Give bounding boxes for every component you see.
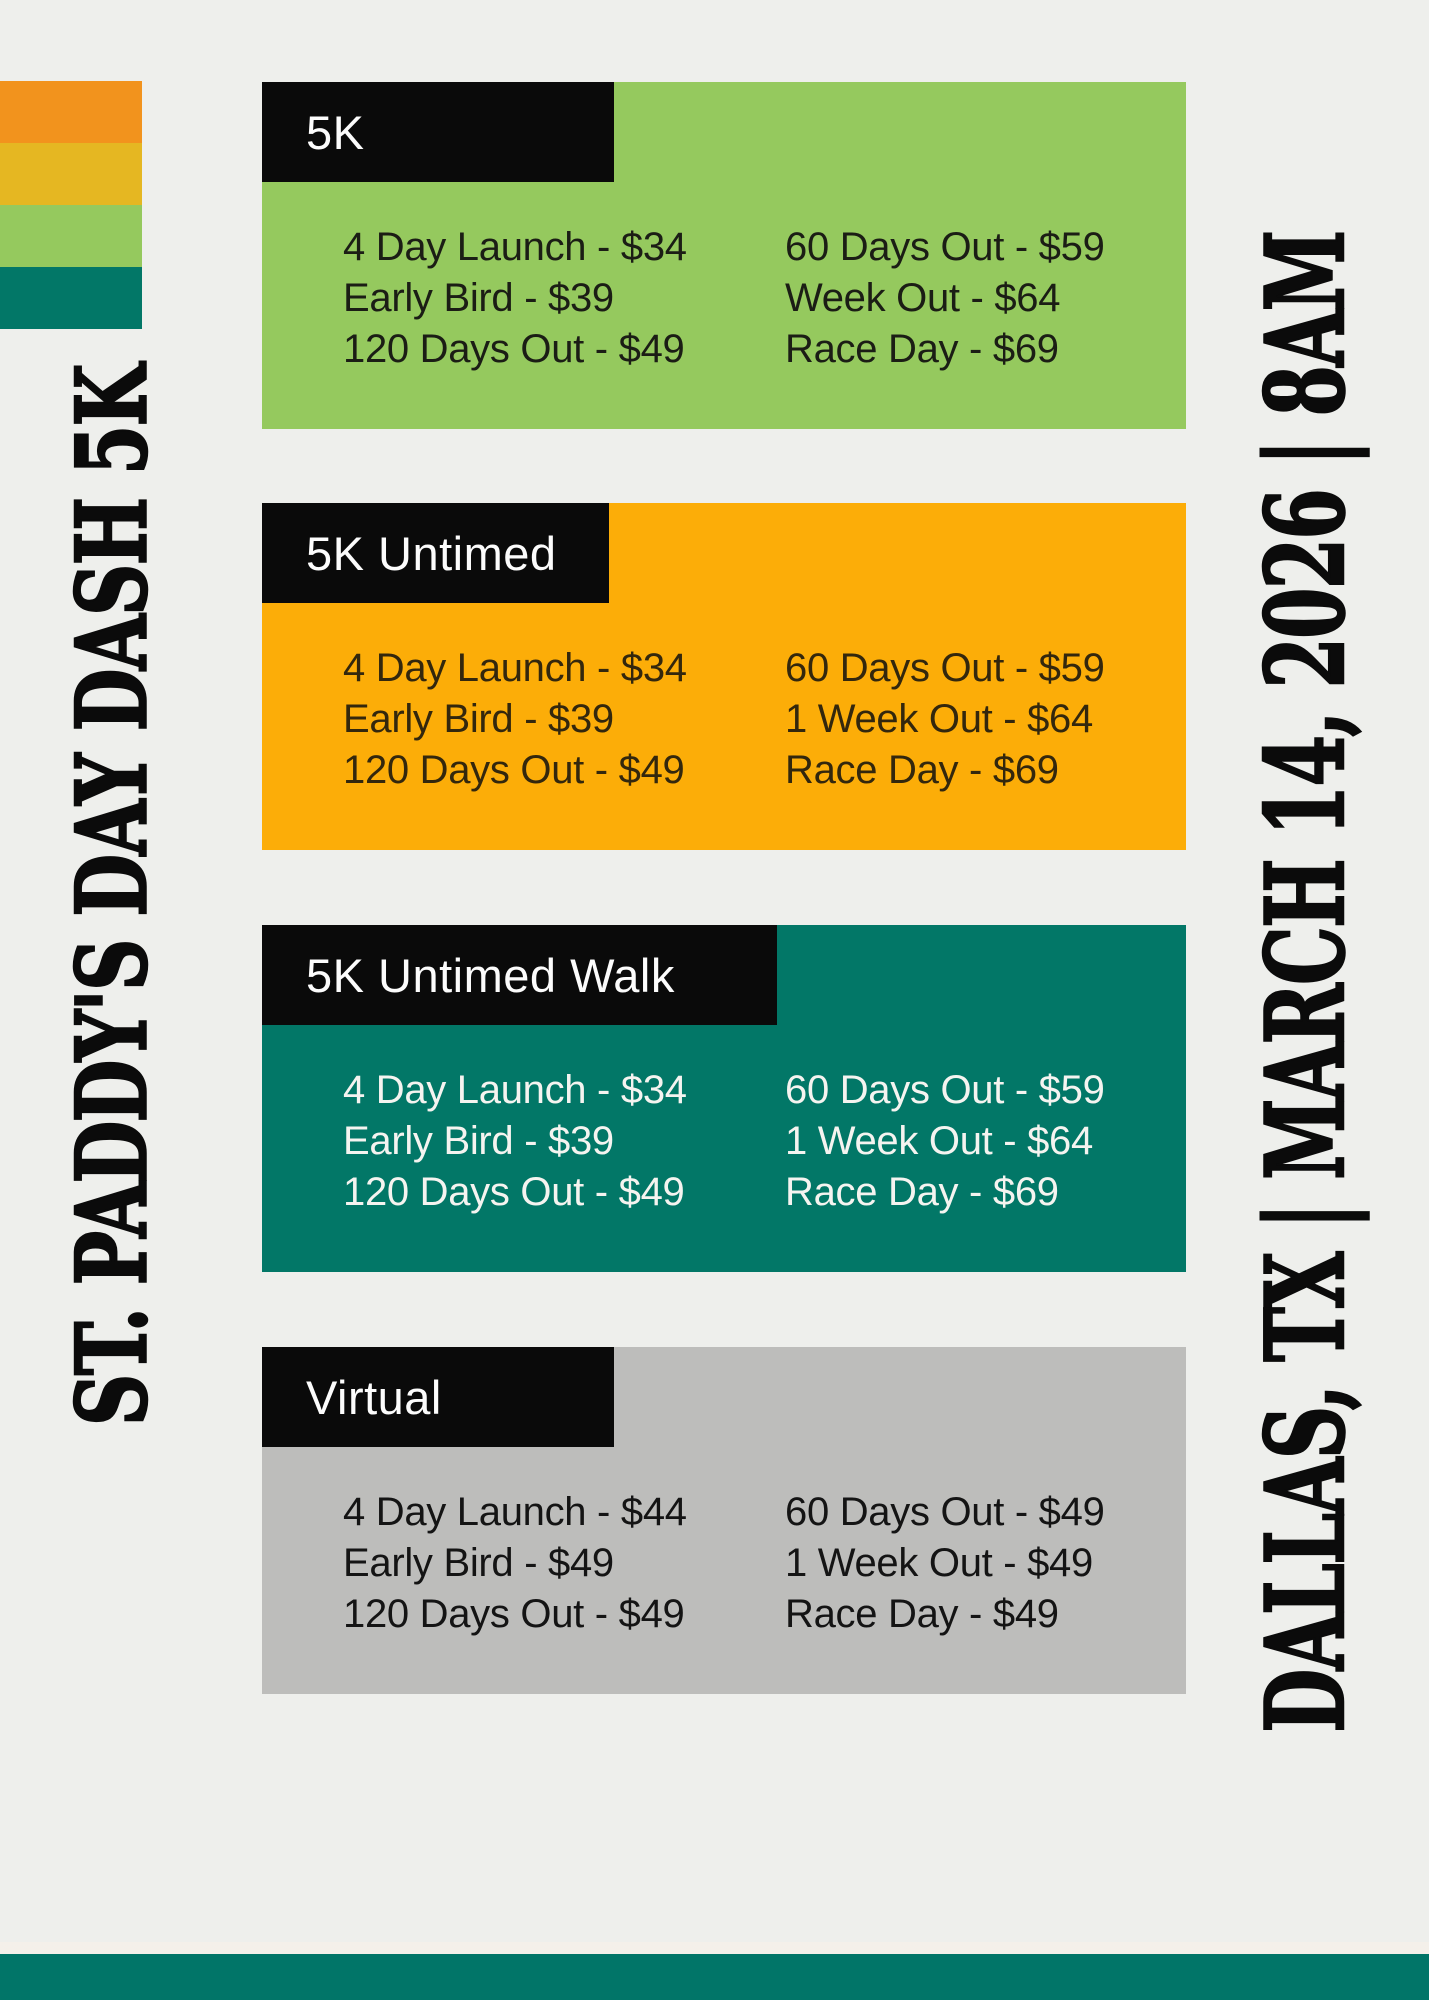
price-column-right (785, 222, 1105, 375)
price-item: Race Day - $69 (785, 748, 1059, 792)
price-item: Early Bird - $49 (343, 1541, 614, 1585)
price-item: Early Bird - $39 (343, 697, 614, 741)
price-item: 60 Days Out - $49 (785, 1490, 1105, 1534)
price-list (343, 1487, 1166, 1640)
price-list (343, 1065, 1166, 1218)
price-column-right (785, 1065, 1105, 1218)
pricing-card-5k-untimed-walk (262, 925, 1186, 1272)
price-item: 4 Day Launch - $34 (343, 1068, 687, 1112)
footer-bar (0, 1954, 1429, 2000)
card-label: Virtual (306, 1370, 442, 1424)
price-column-left (343, 222, 785, 375)
price-column-right (785, 1487, 1105, 1640)
price-column-right (785, 643, 1105, 796)
price-item: 60 Days Out - $59 (785, 1068, 1105, 1112)
price-item: Race Day - $49 (785, 1592, 1059, 1636)
price-item: Race Day - $69 (785, 327, 1059, 371)
price-item: 1 Week Out - $64 (785, 1119, 1093, 1163)
price-column-left (343, 643, 785, 796)
stripe-orange (0, 81, 142, 143)
price-item: 120 Days Out - $49 (343, 327, 685, 371)
price-item: 4 Day Launch - $34 (343, 225, 687, 269)
price-item: Week Out - $64 (785, 276, 1061, 320)
stripe-green (0, 205, 142, 267)
event-details-text: DALLAS, TX | MARCH 14, 2026 | 8AM (1243, 231, 1369, 1733)
card-label-box (262, 925, 777, 1025)
price-column-left (343, 1065, 785, 1218)
price-item: 60 Days Out - $59 (785, 646, 1105, 690)
stripe-teal (0, 267, 142, 329)
card-label: 5K (306, 105, 365, 159)
card-label: 5K Untimed Walk (306, 948, 675, 1002)
price-item: 4 Day Launch - $44 (343, 1490, 687, 1534)
price-item: Race Day - $69 (785, 1170, 1059, 1214)
card-label-box (262, 82, 614, 182)
price-item: 4 Day Launch - $34 (343, 646, 687, 690)
price-list (343, 222, 1166, 375)
card-label-box (262, 503, 609, 603)
price-item: 120 Days Out - $49 (343, 748, 685, 792)
event-title-text: ST. PADDY'S DAY DASH 5K (55, 364, 169, 1426)
pricing-card-5k-untimed (262, 503, 1186, 850)
price-column-left (343, 1487, 785, 1640)
price-item: Early Bird - $39 (343, 1119, 614, 1163)
price-item: 60 Days Out - $59 (785, 225, 1105, 269)
pricing-card-5k (262, 82, 1186, 429)
price-item: 120 Days Out - $49 (343, 1592, 685, 1636)
corner-stripes (0, 81, 142, 329)
pricing-card-virtual (262, 1347, 1186, 1694)
card-label: 5K Untimed (306, 526, 557, 580)
card-label-box (262, 1347, 614, 1447)
price-item: 1 Week Out - $49 (785, 1541, 1093, 1585)
price-item: Early Bird - $39 (343, 276, 614, 320)
footer-accent-band (0, 1942, 1429, 1954)
price-item: 120 Days Out - $49 (343, 1170, 685, 1214)
price-list (343, 643, 1166, 796)
price-item: 1 Week Out - $64 (785, 697, 1093, 741)
stripe-yellow (0, 143, 142, 205)
